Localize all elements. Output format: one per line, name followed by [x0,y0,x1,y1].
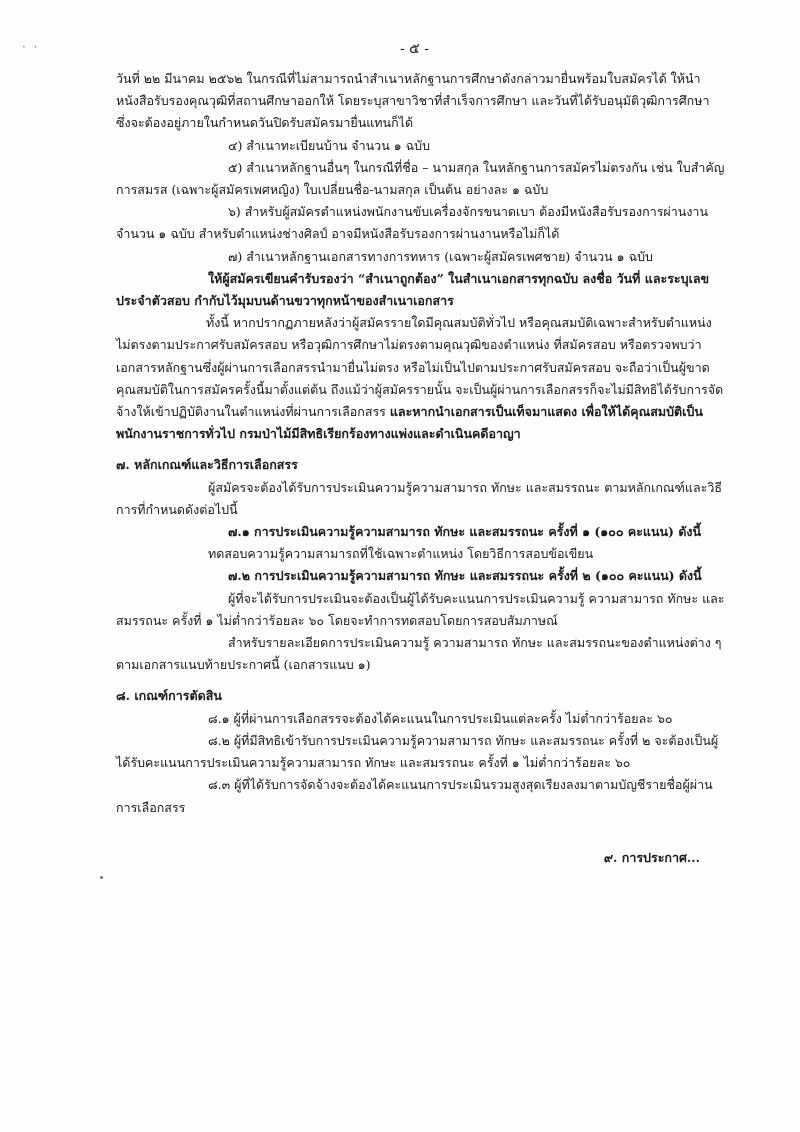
section-8-heading: ๘. เกณฑ์การตัดสิน [116,688,222,704]
continuation-note: ๙. การประกาศ... [603,849,700,865]
section-7-1-text: ทดสอบความรู้ความสามารถที่ใช้เฉพาะตำแหน่ง โดยวิธีการสอบข้อเขียน [208,546,594,562]
section-7-detail: สำหรับรายละเอียดการประเมินความรู้ ความสามารถ ทักษะ และสมรรถนะของตำแหน่งต่าง ๆ ตามเอกสารแนบท้ายประกาศนี้ (เอกสารแนบ ๑) [116,635,722,673]
list-item-military-document: ๗) สำเนาหลักฐานเอกสารทางการทหาร (เฉพาะผู้สมัครเพศชาย) จำนวน ๑ ฉบับ [228,248,653,264]
section-7-heading: ๗. หลักเกณฑ์และวิธีการเลือกสรร [116,457,298,473]
list-item-work-certificate: ๖) สำหรับผู้สมัครตำแหน่งพนักงานขับเครื่องจักรขนาดเบา ต้องมีหนังสือรับรองการผ่านงาน จำนวน ๑ ฉบับ สำหรับตำแหน่งช่างศิลป์ อาจมีหนังสือรับรองการผ่านงานหรือไม่ก็ได้ [116,204,708,242]
section-8-1: ๘.๑ ผู้ที่ผ่านการเลือกสรรจะต้องได้คะแนนในการประเมินแต่ละครั้ง ไม่ต่ำกว่าร้อยละ ๖๐ [208,710,673,726]
section-7-2-text: ผู้ที่จะได้รับการประเมินจะต้องเป็นผู้ได้รับคะแนนการประเมินความรู้ ความสามารถ ทักษะ และสมรรถนะ ครั้งที่ ๑ ไม่ต่ำกว่าร้อยละ ๖๐ โดยจะทำการทดสอบโดยการสอบสัมภาษณ์ [116,590,725,628]
paragraph-warning [116,312,726,445]
section-8-2: ๘.๒ ผู้ที่มีสิทธิเข้ารับการประเมินความรู้ความสามารถ ทักษะ และสมรรถนะ ครั้งที่ ๒ จะต้องเป็นผู้ได้รับคะแนนการประเมินความรู้ความสามารถ ทักษะ และสมรรถนะ ครั้งที่ ๑ ไม่ต่ำกว่าร้อยละ ๖๐ [116,732,719,771]
section-7-intro: ผู้สมัครจะต้องได้รับการประเมินความรู้ความสามารถ ทักษะ และสมรรถนะ ตามหลักเกณฑ์และวิธีการที่กำหนดดังต่อไปนี้ [116,479,722,517]
warning-text: ทั้งนี้ หากปรากฏภายหลังว่าผู้สมัครรายใดมีคุณสมบัติทั่วไป หรือคุณสมบัติเฉพาะสำหรับตำแหน่งไม่ตรงตามประกาศรับสมัครสอบ หรือวุฒิการศึกษาไม่ตรงตามคุณวุฒิของตำแหน่ง ที่สมัครสอบ หรือตรวจพบว่าเอกสารหลักฐานซึ่งผู้ผ่านการเลือกสรรนำมายื่นไม่ตรง หรือไม่เป็นไปตามประกาศรับสมัครสอบ จะถือว่าเป็นผู้ขาดคุณสมบัติในการสมัครครั้งนี้มาตั้งแต่ต้น ถึงแม้ว่าผู้สมัครรายนั้น จะเป็นผู้ผ่านการเลือกสรรก็จะไม่มีสิทธิได้รับการจัดจ้างให้เข้าปฏิบัติงานในตำแหน่งที่ผ่านการเลือกสรร [116,315,724,420]
list-item-house-registration: ๔) สำเนาทะเบียนบ้าน จำนวน ๑ ฉบับ [228,137,431,153]
section-7-1-heading: ๗.๑ การประเมินความรู้ความสามารถ ทักษะ และสมรรถนะ ครั้งที่ ๑ (๑๐๐ คะแนน) ดังนี้ [228,524,702,540]
page-number: - ๕ - [400,41,429,57]
document-body [116,68,726,869]
corner-mark: · · [22,40,40,54]
list-item-other-evidence: ๕) สำเนาหลักฐานอื่นๆ ในกรณีที่ชื่อ – นามสกุล ในหลักฐานการสมัครไม่ตรงกัน เช่น ใบสำคัญการสมรส (เฉพาะผู้สมัครเพศหญิง) ใบเปลี่ยนชื่อ-นามสกุล เป็นต้น อย่างละ ๑ ฉบับ [116,159,725,198]
scan-speck [100,876,103,879]
paragraph-education-proof: วันที่ ๒๒ มีนาคม ๒๕๖๒ ในกรณีที่ไม่สามารถนำสำเนาหลักฐานการศึกษาดังกล่าวมายื่นพร้อมใบสมัครได้ ให้นำหนังสือรับรองคุณวุฒิที่สถานศึกษาออกให้ โดยระบุสาขาวิชาที่สำเร็จการศึกษา และวันที่ได้รับอนุมัติวุฒิการศึกษา ซึ่งจะต้องอยู่ภายในกำหนดวันปิดรับสมัครมายื่นแทนก็ได้ [116,71,710,131]
section-8-3: ๘.๓ ผู้ที่ได้รับการจัดจ้างจะต้องได้คะแนนการประเมินรวมสูงสุดเรียงลงมาตามบัญชีรายชื่อผู้ผ่านการเลือกสรร [116,777,713,815]
warning-text-bold: และหากนำเอกสารเป็นเท็จมาแสดง เพื่อให้ได้คุณสมบัติเป็นพนักงานราชการทั่วไป กรมป่าไม้มีสิทธิเรียกร้องทางแพ่งและดำเนินคดีอาญา [116,404,703,442]
paragraph-certify-copy: ให้ผู้สมัครเขียนคำรับรองว่า “สำเนาถูกต้อง” ในสำเนาเอกสารทุกฉบับ ลงชื่อ วันที่ และระบุเลขประจำตัวสอบ กำกับไว้มุมบนด้านขวาทุกหน้าของสำเนาเอกสาร [116,270,710,309]
section-7-2-heading: ๗.๒ การประเมินความรู้ความสามารถ ทักษะ และสมรรถนะ ครั้งที่ ๒ (๑๐๐ คะแนน) ดังนี้ [228,568,702,584]
